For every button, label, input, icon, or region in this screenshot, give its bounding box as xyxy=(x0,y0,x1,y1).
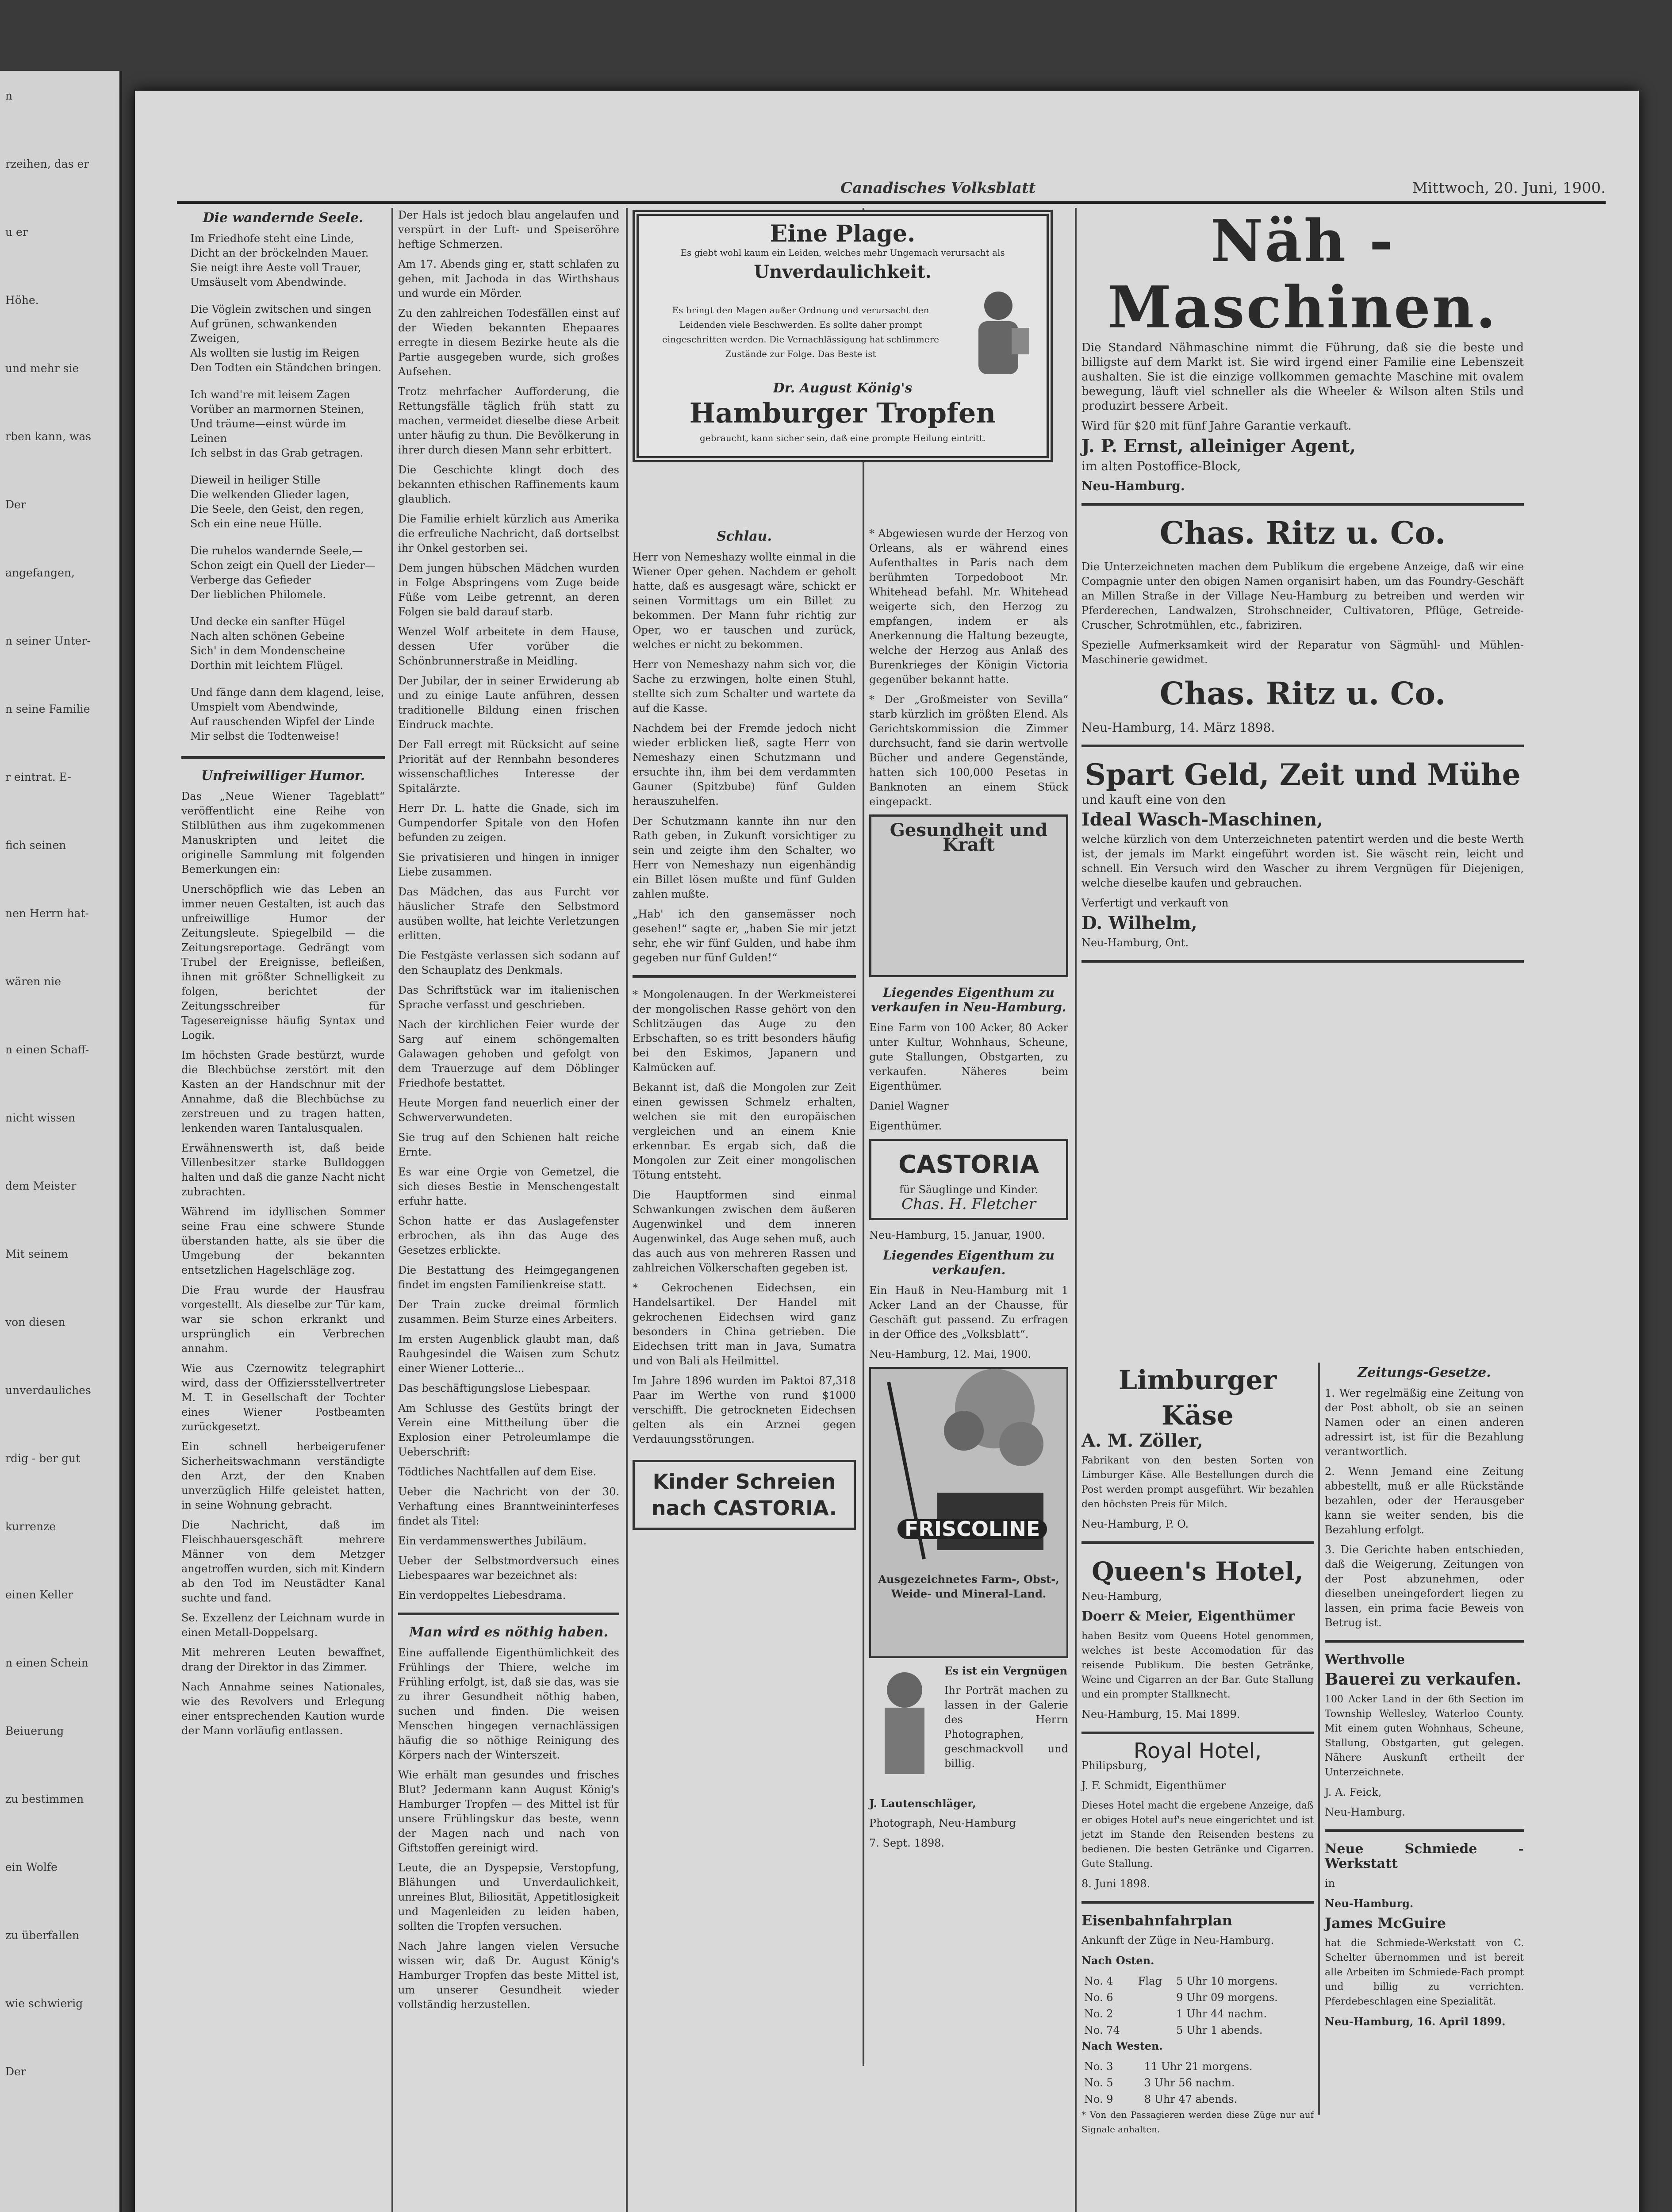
paragraph: Die Festgäste verlassen sich sodann auf den Schauplatz des Denkmals. xyxy=(398,949,619,976)
poem-stanza xyxy=(181,685,385,744)
rail-cell: 9 Uhr 09 morgens. xyxy=(1176,1991,1278,2004)
werth-text: 100 Acker Land in der 6th Section im Township Wellesley, Waterloo County. Mit einem guten Wohnhaus, Scheune, Stallung, Obstgarten, gut gelegen. Nähere Auskunft ertheilt der Unterzeichnete. xyxy=(1325,1694,1524,1778)
schmiede-title: Neue Schmiede - Werkstatt xyxy=(1325,1841,1524,1871)
ad-title: Eine Plage. xyxy=(770,220,916,247)
limburger-town: Neu-Hamburg, P. O. xyxy=(1081,1518,1189,1530)
royal-title: Royal Hotel, xyxy=(1133,1739,1262,1763)
rail-cell: No. 6 xyxy=(1084,1991,1113,2004)
article-body xyxy=(398,208,619,1603)
column-3 xyxy=(633,526,856,2119)
rail-row xyxy=(1081,2006,1314,2022)
real-estate-date: Neu-Hamburg, 12. Mai, 1900. xyxy=(869,1348,1031,1360)
rail-row xyxy=(1081,1989,1314,2006)
text-fragment: fich seinen xyxy=(5,839,66,852)
paragraph: Ueber die Nachricht von der 30. Verhaftung eines Branntweininterfeses findet als Titel: xyxy=(398,1486,619,1527)
poem-line: Die ruhelos wandernde Seele,— xyxy=(190,545,363,557)
naeh-town: Neu-Hamburg. xyxy=(1081,479,1185,493)
photographer-name: J. Lautenschläger, xyxy=(869,1797,976,1810)
article-body xyxy=(398,1646,619,2012)
ad-text: Es bringt den Magen außer Ordnung und verursacht den Leidenden viele Beschwerden. Es sollte daher prompt eingeschritten werden. Die Vernachlässigung hat schlimmere Zustände zur Folge. Das Beste ist xyxy=(662,305,939,359)
paragraph: Eine auffallende Eigenthümlichkeit des Frühlings der Thiere, welche im Frühling erfolgt, ist, daß sie das, was sie zu ihrer Gesundheit nöthig haben, suchen und finden. Die weisen Menschen hingegen vernachlässigen häufig die so nöthige Reinigung des Körpers nach der Winterszeit. xyxy=(398,1647,619,1761)
poem-line: Der lieblichen Philomele. xyxy=(190,588,326,601)
naeh-agent: J. P. Ernst, alleiniger Agent, xyxy=(1081,436,1356,457)
text-fragment: Der xyxy=(5,498,26,511)
spart-title: Spart Geld, Zeit und Mühe xyxy=(1085,757,1521,792)
friscoline-ad xyxy=(869,1367,1068,1658)
text-fragment: n seine Familie xyxy=(5,703,90,715)
paragraph: Sie privatisieren und hingen in inniger Liebe zusammen. xyxy=(398,851,619,878)
spart-signature: D. Wilhelm, xyxy=(1081,913,1197,933)
poem-line: Sich' in dem Mondenscheine xyxy=(190,645,345,657)
poem-line: Im Friedhofe steht eine Linde, xyxy=(190,232,354,245)
paragraph: Se. Exzellenz der Leichnam wurde in einen Metall-Doppelsarg. xyxy=(181,1612,385,1639)
poem-line: Die Seele, den Geist, den regen, xyxy=(190,503,364,515)
queens-town: Neu-Hamburg, xyxy=(1081,1590,1162,1602)
schmiede-date: Neu-Hamburg, 16. April 1899. xyxy=(1325,2015,1506,2028)
poem-line: Nach alten schönen Gebeine xyxy=(190,630,345,642)
ad-brand: Dr. August König's xyxy=(773,380,913,396)
paragraph: Der Schutzmann kannte ihn nur den Rath geben, in Zukunft vorsichtiger zu sein und zeigte ihm den Schalter, wo Herr von Nemeshazy nun eigenhändig ein Billet lösen mußte und fünf Gulden zahlen mußte. xyxy=(633,815,856,900)
rail-cell: 11 Uhr 21 morgens. xyxy=(1144,2060,1253,2073)
text-fragment: und mehr sie xyxy=(5,362,79,375)
text-fragment: nicht wissen xyxy=(5,1111,76,1124)
paragraph: 2. Wenn Jemand eine Zeitung abbestellt, muß er alle Rückstände bezahlen, oder der Herausgeber kann sie weiter senden, bis die Bezahlung erfolgt. xyxy=(1325,1465,1524,1536)
naeh-maschinen-title: Näh - Maschinen. xyxy=(1108,207,1498,341)
rail-cell: 5 Uhr 1 abends. xyxy=(1176,2024,1263,2036)
paragraph: Unerschöpflich wie das Leben an immer neuen Gestalten, ist auch das unfreiwillige Humor der Zeitungsleute. Spiegelbild — die Zeitungsreportage. Gedrängt vom Trubel der Ereignisse, befleißen, ihnen mit größter Schnelligkeit zu folgen, berichtet der Zeitungsschreiber für Tagesereignisse häufig Syntax und Logik. xyxy=(181,883,385,1041)
paragraph: * Mongolenaugen. In der Werkmeisterei der mongolischen Rasse gehört von den Schlitzäugen das Auge zu den Erbschaften, so es tritt besonders häufig bei den Eskimos, Japanern und Kalmücken auf. xyxy=(633,988,856,1074)
castoria-ad-title: CASTORIA xyxy=(898,1150,1039,1179)
paragraph: * Abgewiesen wurde der Herzog von Orleans, als er während eines Aufenthaltes in Paris nach dem berühmten Torpedoboot Mr. Whitehead befahl. Mr. Whitehead weigerte sich, den Herzog zu empfangen, indem er als Anerkennung die Haltung bezeugte, welche der Herzog aus Anlaß des Burenkrieges der Königin Victoria gegenüber bekannt hatte. xyxy=(869,527,1068,686)
poem-line: Und träume—einst würde im Leinen xyxy=(190,418,346,445)
poem-stanza xyxy=(181,302,385,375)
poem-line: Vorüber an marmornen Steinen, xyxy=(190,403,364,415)
text-fragment: Beiuerung xyxy=(5,1724,64,1737)
real-estate-text: Ein Hauß in Neu-Hamburg mit 1 Acker Land an der Chausse, für Geschäft gut passend. Zu erfragen in der Office des „Volksblatt“. xyxy=(869,1284,1068,1340)
poem-line: Die Vöglein zwitschen und singen xyxy=(190,303,372,315)
rail-cell xyxy=(1135,2006,1174,2022)
paragraph: Ueber der Selbstmordversuch eines Liebespaares war bezeichnet als: xyxy=(398,1555,619,1582)
paragraph: „Hab' ich den gansemässer noch gesehen!“ sagte er, „haben Sie mir jetzt sehr, ehe wir fünf Gulden, und habe ihm gegeben nur fünf Gulden!“ xyxy=(633,908,856,964)
poem-line: Umsäuselt vom Abendwinde. xyxy=(190,276,347,288)
queens-date: Neu-Hamburg, 15. Mai 1899. xyxy=(1081,1708,1240,1720)
text-fragment: von diesen xyxy=(5,1316,65,1329)
castoria-ad-sub: für Säuglinge und Kinder. xyxy=(899,1183,1038,1196)
ad-subtitle: Es giebt wohl kaum ein Leiden, welches mehr Ungemach verursacht als xyxy=(680,247,1005,258)
paragraph: Im höchsten Grade bestürzt, wurde die Blechbüchse zerstört mit den Kasten an der Handschnur mit der Annahme, daß die Blechbüchse zu zerstreuen und zu tragen hatten, lenkenden waren Tantalusqualen. xyxy=(181,1049,385,1134)
ad-product: Hamburger Tropfen xyxy=(689,397,996,429)
paragraph: Nach Jahre langen vielen Versuche wissen wir, daß Dr. August König's Hamburger Tropfen das beste Mittel ist, um unserer Gesundheit wieder vollständig herzustellen. xyxy=(398,1940,619,2011)
paragraph: Tödtliches Nachtfallen auf dem Eise. xyxy=(398,1466,597,1478)
doctor-illustration-icon xyxy=(961,284,1036,381)
ritz-signature: Chas. Ritz u. Co. xyxy=(1159,675,1446,712)
article-body xyxy=(181,789,385,1738)
divider xyxy=(1081,1732,1314,1734)
royal-town: Philipsburg, xyxy=(1081,1759,1147,1772)
text-fragment: n seiner Unter- xyxy=(5,634,91,647)
photographer-date: 7. Sept. 1898. xyxy=(869,1837,945,1849)
divider xyxy=(1081,503,1524,506)
divider xyxy=(633,975,856,978)
paragraph: Das „Neue Wiener Tageblatt“ veröffentlicht eine Reihe von Stilblüthen aus ihm zugekommenen Manuskripten und leitet die originelle Sammlung mit folgenden Bemerkungen ein: xyxy=(181,790,385,876)
paragraph: Am 17. Abends ging er, statt schlafen zu gehen, mit Jachoda in das Wirthshaus und wurde ein Mörder. xyxy=(398,258,619,300)
werth-town: Neu-Hamburg. xyxy=(1325,1806,1406,1818)
poem-line: Schon zeigt ein Quell der Lieder— xyxy=(190,559,376,572)
paragraph: Herr von Nemeshazy wollte einmal in die Wiener Oper gehen. Nachdem er geholt hatte, daß es ausgesagt wäre, schickt er seinen Vormittags um ein Billet zu bekommen. Der Mann fuhr richtig zur Oper, wo er tauschen und zurück, welches er nicht zu bekommen. xyxy=(633,551,856,651)
text-fragment: ein Wolfe xyxy=(5,1861,58,1874)
ad-footer: gebraucht, kann sicher sein, daß eine prompte Heilung eintritt. xyxy=(699,433,986,443)
health-ad xyxy=(869,814,1068,977)
rail-cell: 1 Uhr 44 nachm. xyxy=(1176,2008,1267,2020)
rail-cell: Flag xyxy=(1138,1975,1162,1987)
zeitung-title: Zeitungs-Gesetze. xyxy=(1358,1365,1491,1380)
text-fragment: unverdauliches xyxy=(5,1384,91,1397)
rail-west: Nach Westen. xyxy=(1081,2039,1163,2052)
rail-cell xyxy=(1134,2075,1142,2091)
schmiede-name: James McGuire xyxy=(1325,1915,1446,1932)
poem xyxy=(181,231,385,744)
paragraph: Der Jubilar, der in seiner Erwiderung ab und zu einige Laute anführen, dessen traditionelle Bildung einen frischen Eindruck machte. xyxy=(398,675,619,731)
rail-cell xyxy=(1135,2022,1174,2039)
health-ad-title: Gesundheit und Kraft xyxy=(890,820,1048,855)
paragraph: Wie erhält man gesundes und frisches Blut? Jedermann kann August König's Hamburger Tropfen — des Mittel ist für unsere Frühlingskur das beste, wenn der Magen nach und nach von Giftstoffen gereinigt wird. xyxy=(398,1769,619,1854)
column-3-ad xyxy=(633,208,1053,526)
photographer-text: Ihr Porträt machen zu lassen in der Galerie des Herrn Photographen, geschmackvoll und billig. xyxy=(944,1684,1068,1770)
poem-line: Ich selbst in das Grab getragen. xyxy=(190,447,364,459)
rail-row xyxy=(1081,2091,1314,2108)
werth-signature: J. A. Feick, xyxy=(1325,1786,1382,1798)
ritz-date: Neu-Hamburg, 14. März 1898. xyxy=(1081,720,1275,735)
paragraph: Die Hauptformen sind einmal Schwankungen zwischen dem äußeren Augenwinkel und dem inneren Augenwinkel, das Auge sehen muß, auch das auch aus von mehreren Rassen und zahlreichen Völkerschaften gegeben ist. xyxy=(633,1189,856,1274)
text-fragment: n einen Schein xyxy=(5,1656,88,1669)
paragraph: Schon hatte er das Auslagefenster erbrochen, als ihn das Auge des Gesetzes erblickte. xyxy=(398,1215,619,1256)
paragraph: Herr Dr. L. hatte die Gnade, sich im Gumpendorfer Spitale von den Hofen befunden zu zeigen. xyxy=(398,802,619,844)
poem-line: Als wollten sie lustig im Reigen xyxy=(190,347,360,359)
rail-cell: No. 3 xyxy=(1084,2060,1113,2073)
rail-title: Eisenbahnfahrplan xyxy=(1081,1912,1232,1929)
poem-line: Umspielt vom Abendwinde, xyxy=(190,701,338,713)
castoria-banner xyxy=(633,1460,856,1530)
rail-cell: No. 4 xyxy=(1084,1975,1113,1987)
rail-west-table xyxy=(1081,2058,1314,2108)
photographer-title: Es ist ein Vergnügen xyxy=(944,1664,1067,1677)
royal-text: Dieses Hotel macht die ergebene Anzeige, daß er obiges Hotel auf's neue eingerichtet und ist jetzt im Stande den Reisenden bestens zu bedienen. Die besten Getränke und Cigarren. Gute Stallung. xyxy=(1081,1800,1314,1870)
paragraph: Im Jahre 1896 wurden im Paktoi 87,318 Paar im Werthe von rund $1000 verschifft. Die getrockneten Eidechsen gelten als ein Arznei gegen Verdauungsstörungen. xyxy=(633,1375,856,1445)
text-fragment: n einen Schaff- xyxy=(5,1043,89,1056)
article-body xyxy=(633,550,856,965)
text-fragment: u er xyxy=(5,226,28,238)
poem-line: Auf rauschenden Wipfel der Linde xyxy=(190,715,375,728)
column-2 xyxy=(398,208,619,2212)
paragraph: Das Schriftstück war im italienischen Sprache verfasst und geschrieben. xyxy=(398,984,619,1011)
paragraph: Im ersten Augenblick glaubt man, daß Rauhgesindel die Waisen zum Schutz einer Wiener Lotterie... xyxy=(398,1333,619,1375)
spart-text: welche kürzlich von dem Unterzeichneten patentirt werden und die beste Werth ist, der jemals im Markt eingeführt worden ist. Sie wäscht rein, leicht und schnell. Ein Versuch wird den Wascher zu ihrem Vergnügen für Diejenigen, welche dieselbe kaufen und gebrauchen. xyxy=(1081,833,1524,889)
poem-line: Dorthin mit leichtem Flügel. xyxy=(190,659,344,672)
paragraph: * Der „Großmeister von Sevilla“ starb kürzlich im größten Elend. Als Gerichtskommission die Zimmer durchsucht, fand sie darin wertvolle Bücher und andere Gegenstände, hatten sich 100,000 Pesetas in Banknoten an einem Stück eingepackt. xyxy=(869,693,1068,808)
text-fragment: zu überfallen xyxy=(5,1929,80,1942)
paragraph: Ein verdammenswerthes Jubiläum. xyxy=(398,1535,587,1547)
rail-row xyxy=(1081,1973,1314,1989)
rail-cell: No. 5 xyxy=(1084,2077,1113,2089)
adjacent-page-fragment xyxy=(0,71,122,2212)
text-fragment: rzeihen, das er xyxy=(5,157,89,170)
article-body xyxy=(633,987,856,1447)
limburger-name: A. M. Zöller, xyxy=(1081,1430,1203,1451)
paragraph: Die Familie erhielt kürzlich aus Amerika die erfreuliche Nachricht, daß dortselbst ihr Onkel gestorben sei. xyxy=(398,513,619,554)
text-fragment: zu bestimmen xyxy=(5,1793,84,1805)
issue-date: Mittwoch, 20. Juni, 1900. xyxy=(1412,179,1606,197)
article-title: Man wird es nöthig haben. xyxy=(409,1624,608,1640)
spart-sub: und kauft eine von den xyxy=(1081,792,1226,807)
text-fragment: Höhe. xyxy=(5,294,39,307)
real-estate-signature: Daniel Wagner xyxy=(869,1100,949,1112)
camera-child-illustration-icon xyxy=(869,1663,940,1796)
poem-line: Ich wand're mit leisem Zagen xyxy=(190,388,350,401)
divider xyxy=(398,1613,619,1615)
poem-line: Sie neigt ihre Aeste voll Trauer, xyxy=(190,261,361,274)
poem-line: Sch ein eine neue Hülle. xyxy=(190,518,322,530)
paper-title: Canadisches Volksblatt xyxy=(840,179,1036,197)
paragraph: Sie trug auf den Schienen halt reiche Ernte. xyxy=(398,1131,619,1158)
rail-sub: Ankunft der Züge in Neu-Hamburg. xyxy=(1081,1934,1274,1947)
text-fragment: wie schwierig xyxy=(5,1997,83,2010)
paragraph: Nachdem bei der Fremde jedoch nicht wieder erblicken ließ, sagte Herr von Nemeshazy einen Schutzmann und ersuchte ihn, ihm bei dem verdammten Gauner (Spitzbube) fünf Gulden herauszuhelfen. xyxy=(633,722,856,807)
paragraph: Nach Annahme seines Nationales, wie des Revolvers und Erlegung einer entsprechenden Kaution wurde der Mann vorläufig entlassen. xyxy=(181,1681,385,1737)
divider xyxy=(1081,745,1524,747)
paragraph: Das Mädchen, das aus Furcht vor häuslicher Strafe den Selbstmord ausüben wollte, hat leichte Verletzungen erlitten. xyxy=(398,886,619,942)
paragraph: Erwähnenswerth ist, daß beide Villenbesitzer starke Bulldoggen halten und daß die ganze Nacht nicht zubrachten. xyxy=(181,1142,385,1198)
paragraph: Während im idyllischen Sommer seine Frau eine schwere Stunde überstanden hatte, als sie über die Umgebung der bekannten entsetzlichen Hagelschläge zog. xyxy=(181,1206,385,1276)
paragraph: Zu den zahlreichen Todesfällen einst auf der Wieden bekannten Ehepaares erregte in diesem Bezirke heute als die Partie ausgegeben wurde, sich großes Aufsehen. xyxy=(398,307,619,378)
paragraph: Das beschäftigungslose Liebespaar. xyxy=(398,1382,591,1394)
castoria-ad-signature: Chas. H. Fletcher xyxy=(901,1195,1036,1213)
poem-line: Und decke ein sanfter Hügel xyxy=(190,615,345,628)
text-fragment: Der xyxy=(5,2065,26,2078)
text-fragment: dem Meister xyxy=(5,1179,77,1192)
schmiede-text: hat die Schmiede-Werkstatt von C. Schelter übernommen und ist bereit alle Arbeiten im Schmiede-Fach prompt und billig zu verrichten. Pferdebeschlagen eine Spezialität. xyxy=(1325,1938,1524,2007)
text-fragment: n xyxy=(5,89,13,102)
column-5a xyxy=(1081,1363,1314,2135)
naeh-price: Wird für $20 mit fünf Jahre Garantie verkauft. xyxy=(1081,419,1352,433)
real-estate-text: Eine Farm von 100 Acker, 80 Acker unter Kultur, Wohnhaus, Scheune, gute Stallungen, Obstgarten, zu verkaufen. Näheres beim Eigenthümer. xyxy=(869,1022,1068,1092)
queens-owner: Doerr & Meier, Eigenthümer xyxy=(1081,1609,1295,1624)
castoria-ad xyxy=(869,1139,1068,1220)
poem-stanza xyxy=(181,231,385,290)
paragraph: Die Bestattung des Heimgegangenen findet im engsten Familienkreise statt. xyxy=(398,1264,619,1291)
text-fragment: einen Keller xyxy=(5,1588,73,1601)
text-fragment: wären nie xyxy=(5,975,61,988)
text-fragment: r eintrat. E- xyxy=(5,771,71,783)
poem-line: Und fänge dann dem klagend, leise, xyxy=(190,686,384,699)
paragraph: Der Train zucke dreimal förmlich zusammen. Beim Sturze eines Arbeiters. xyxy=(398,1298,619,1325)
spart-product: Ideal Wasch-Maschinen, xyxy=(1081,809,1323,830)
poem-stanza xyxy=(181,388,385,461)
text-fragment: rben kann, was xyxy=(5,430,92,443)
page-header xyxy=(177,175,1606,204)
divider xyxy=(1081,1901,1314,1904)
paragraph: Wenzel Wolf arbeitete in dem Hause, dessen Ufer vorüber die Schönbrunnerstraße in Meidling. xyxy=(398,626,619,667)
hamburger-tropfen-ad xyxy=(633,210,1053,462)
real-estate-date: Neu-Hamburg, 15. Januar, 1900. xyxy=(869,1229,1045,1241)
paragraph: Die Nachricht, daß im Fleischhauersgeschäft mehrere Männer von dem Metzger angetroffen wurden, sich mit Kindern ab den Tod im Neustädter Kanal suchte und fand. xyxy=(181,1519,385,1604)
limburger-text: Fabrikant von den besten Sorten von Limburger Käse. Alle Bestellungen durch die Post werden prompt ausgeführt. Wir bezahlen den höchsten Preis für Milch. xyxy=(1081,1455,1314,1510)
rail-cell: No. 2 xyxy=(1084,2008,1113,2020)
column-rule xyxy=(626,208,628,2212)
rail-cell: No. 9 xyxy=(1084,2093,1113,2105)
rail-cell xyxy=(1135,1989,1174,2006)
ritz-title: Chas. Ritz u. Co. xyxy=(1159,515,1446,551)
ritz-text: Die Unterzeichneten machen dem Publikum die ergebene Anzeige, daß wir eine Compagnie unter den obigen Namen organisirt haben, um das Foundry-Geschäft an Millen Straße in der Village Neu-Hamburg zu betreiben und werden wir Pferderechen, Landwalzen, Strohschneider, Cultivatoren, Pflüge, Getreide-Cruscher, Schrotmühlen, etc., fabriziren. xyxy=(1081,561,1524,631)
poem-line: Verberge das Gefieder xyxy=(190,574,311,586)
paragraph: 1. Wer regelmäßig eine Zeitung von der Post abholt, ob sie an seinen Namen oder an einen anderen adressirt ist, ist für die Bezahlung verantwortlich. xyxy=(1325,1387,1524,1458)
rail-east-table xyxy=(1081,1973,1314,2039)
rail-cell xyxy=(1134,2091,1142,2108)
schmiede-town: Neu-Hamburg. xyxy=(1325,1897,1414,1910)
paragraph: Leute, die an Dyspepsie, Verstopfung, Blähungen und Unverdaulichkeit, unreines Blut, Biliosität, Appetitlosigkeit und Magenleiden zu leiden haben, sollten die Tropfen versuchen. xyxy=(398,1862,619,1932)
column-rule xyxy=(391,208,393,2212)
paragraph: Die Frau wurde der Hausfrau vorgestellt. Als dieselbe zur Tür kam, war sie schon erkrankt und ursprünglich ein Verbrechen annahm. xyxy=(181,1284,385,1355)
paragraph: Der Fall erregt mit Rücksicht auf seine Priorität auf der Rennbahn besonderes wissenschaftliches Interesse der Spitalärzte. xyxy=(398,738,619,795)
column-5b xyxy=(1325,1363,1524,2115)
paragraph: Ein verdoppeltes Liebesdrama. xyxy=(398,1589,566,1601)
paragraph: * Gekrochenen Eidechsen, ein Handelsartikel. Der Handel mit gekrochenen Eidechsen wird ganz besonders in China getrieben. Die Eidechsen tritt man in Java, Sumatra und von Bali als Heilmittel. xyxy=(633,1282,856,1367)
news-body xyxy=(869,526,1068,809)
spart-maker: Verfertigt und verkauft von xyxy=(1081,897,1229,909)
friscoline-brand: FRISCOLINE xyxy=(897,1519,1047,1539)
column-rule xyxy=(1075,208,1077,2212)
poem-line: Mir selbst die Todtenweise! xyxy=(190,730,340,742)
rail-cell: 5 Uhr 10 morgens. xyxy=(1176,1975,1278,1987)
castoria-banner-text: Kinder Schreien nach CASTORIA. xyxy=(651,1470,837,1520)
royal-owner: J. F. Schmidt, Eigenthümer xyxy=(1081,1779,1226,1792)
poem-line: Auf grünen, schwankenden Zweigen, xyxy=(190,318,337,345)
poem-title: Die wandernde Seele. xyxy=(203,210,364,226)
poem-line: Den Todten ein Ständchen bringen. xyxy=(190,361,382,374)
poem-stanza xyxy=(181,614,385,673)
rail-row xyxy=(1081,2058,1314,2075)
photographer-role: Photograph, Neu-Hamburg xyxy=(869,1817,1016,1829)
poem-line: Dieweil in heiliger Stille xyxy=(190,474,321,486)
paragraph: Ein schnell herbeigerufener Sicherheitswachmann verständigte den Arzt, der den Knaben unverzüglich Hilfe geleistet hatten, in seine Wohnung gebracht. xyxy=(181,1440,385,1511)
paragraph: Der Hals ist jedoch blau angelaufen und verspürt in der Luft- und Speiseröhre heftige Schmerzen. xyxy=(398,209,619,250)
rail-note: * Von den Passagieren werden diese Züge nur auf Signale anhalten. xyxy=(1081,2109,1314,2135)
column-4 xyxy=(869,526,1068,2119)
ad-keyword: Unverdaulichkeit. xyxy=(754,261,932,282)
paragraph: Bekannt ist, daß die Mongolen zur Zeit einen gewissen Schmelz erhalten, welchen sie mit den europäischen vergleichen und an einem Knie erkennbar. Es ergab sich, daß die Mongolen zur Zeit einer mongolischen Tötung entsteht. xyxy=(633,1081,856,1181)
text-fragment: angefangen, xyxy=(5,566,75,579)
rail-cell: 8 Uhr 47 abends. xyxy=(1144,2093,1238,2105)
poem-line: Dicht an der bröckelnden Mauer. xyxy=(190,247,369,259)
werth-title2: Bauerei zu verkaufen. xyxy=(1325,1670,1522,1689)
queens-title: Queen's Hotel, xyxy=(1092,1556,1304,1586)
queens-text: haben Besitz vom Queens Hotel genommen, welches ist beste Accomodation für das reisende Publikum. Die besten Getränke, Weine und Cigarren an der Bar. Gute Stallung und ein prompter Stallknecht. xyxy=(1081,1631,1314,1700)
divider xyxy=(1081,960,1524,963)
schmiede-in: in xyxy=(1325,1877,1335,1889)
divider xyxy=(1325,1829,1524,1832)
poem-stanza xyxy=(181,544,385,602)
spart-place: Neu-Hamburg, Ont. xyxy=(1081,937,1189,949)
article-title: Unfreiwilliger Humor. xyxy=(201,768,365,783)
article-title: Schlau. xyxy=(717,529,772,544)
rail-cell: 3 Uhr 56 nachm. xyxy=(1144,2077,1235,2089)
divider xyxy=(1081,1541,1314,1544)
rail-row xyxy=(1081,2075,1314,2091)
royal-date: 8. Juni 1898. xyxy=(1081,1878,1150,1890)
photographer-ad xyxy=(869,1663,1068,1796)
friscoline-text: Ausgezeichnetes Farm-, Obst-, Weide- und Mineral-Land. xyxy=(878,1573,1059,1600)
limburger-title: Limburger Käse xyxy=(1118,1365,1277,1431)
real-estate-title: Liegendes Eigenthum zu verkaufen. xyxy=(883,1248,1055,1277)
text-fragment: rdig - ber gut xyxy=(5,1452,81,1465)
paragraph: Trotz mehrfacher Aufforderung, die Rettungsfälle täglich früh statt zu machen, vermeidet dieselbe diese Arbeit unter häufig zu thun. Die Bevölkerung in ihrer durch diesen Mann sehr erbittert. xyxy=(398,385,619,456)
ritz-text2: Spezielle Aufmerksamkeit wird der Reparatur von Sägmühl- und Mühlen-Maschinerie gewidmet. xyxy=(1081,639,1524,666)
paragraph: Dem jungen hübschen Mädchen wurden in Folge Abspringens vom Zuge beide Füße vom Leibe getrennt, an deren Folgen sie bald darauf starb. xyxy=(398,562,619,618)
naeh-place: im alten Postoffice-Block, xyxy=(1081,459,1241,473)
rail-row xyxy=(1081,2022,1314,2039)
real-estate-role: Eigenthümer. xyxy=(869,1120,942,1132)
real-estate-title: Liegendes Eigenthum zu verkaufen in Neu-Hamburg. xyxy=(871,985,1066,1014)
divider xyxy=(181,756,385,759)
column-1 xyxy=(181,208,385,2212)
paragraph: Wie aus Czernowitz telegraphirt wird, dass der Offiziersstellvertreter M. T. in Gesellschaft der Tochter eines Wiener Postbeamten zurückgesetzt. xyxy=(181,1362,385,1433)
poem-line: Die welkenden Glieder lagen, xyxy=(190,488,350,501)
paragraph: Mit mehreren Leuten bewaffnet, drang der Direktor in das Zimmer. xyxy=(181,1646,385,1673)
paragraph: Heute Morgen fand neuerlich einer der Schwerverwundeten. xyxy=(398,1097,619,1124)
divider xyxy=(1325,1640,1524,1643)
poem-stanza xyxy=(181,473,385,531)
naeh-text: Die Standard Nähmaschine nimmt die Führung, daß sie die beste und billigste auf dem Markt ist. Sie wird irgend einer Familie eine Lebenszeit aushalten. Sie ist die einzige vollkommen gemachte Maschine mit ovalem bewegung, läuft viel schneller als die Wheeler & Wilson alten Stils und produzirt bessere Arbeit. xyxy=(1081,341,1524,413)
paragraph: 3. Die Gerichte haben entschieden, daß die Weigerung, Zeitungen von der Post abzunehmen, oder dieselben uneingefordert liegen zu lassen, ein prima facie Beweis von Betrug ist. xyxy=(1325,1544,1524,1629)
paragraph: Es war eine Orgie von Gemetzel, die sich dieses Bestie in Menschengestalt erfuhr hatte. xyxy=(398,1166,619,1207)
text-fragment: nen Herrn hat- xyxy=(5,907,89,920)
rail-cell xyxy=(1134,2058,1142,2075)
zeitung-list xyxy=(1325,1386,1524,1630)
paragraph: Die Geschichte klingt doch des bekannten ethischen Raffinements kaum glaublich. xyxy=(398,464,619,505)
text-fragment: Mit seinem xyxy=(5,1248,68,1260)
rail-cell: No. 74 xyxy=(1084,2024,1120,2036)
paragraph: Nach der kirchlichen Feier wurde der Sarg auf einem schöngemalten Galawagen gehoben und gefolgt von dem Trauerzuge auf dem Döblinger Friedhofe bestattet. xyxy=(398,1018,619,1089)
rail-east: Nach Osten. xyxy=(1081,1954,1154,1967)
werth-title: Werthvolle xyxy=(1325,1652,1405,1667)
paragraph: Am Schlusse des Gestüts bringt der Verein eine Mittheilung über die Explosion einer Petroleumlampe die Ueberschrift: xyxy=(398,1402,619,1458)
paragraph: Herr von Nemeshazy nahm sich vor, die Sache zu erzwingen, holte einen Stuhl, stellte sich zum Schalter und wartete da auf die Kasse. xyxy=(633,658,856,714)
text-fragment: kurrenze xyxy=(5,1520,56,1533)
